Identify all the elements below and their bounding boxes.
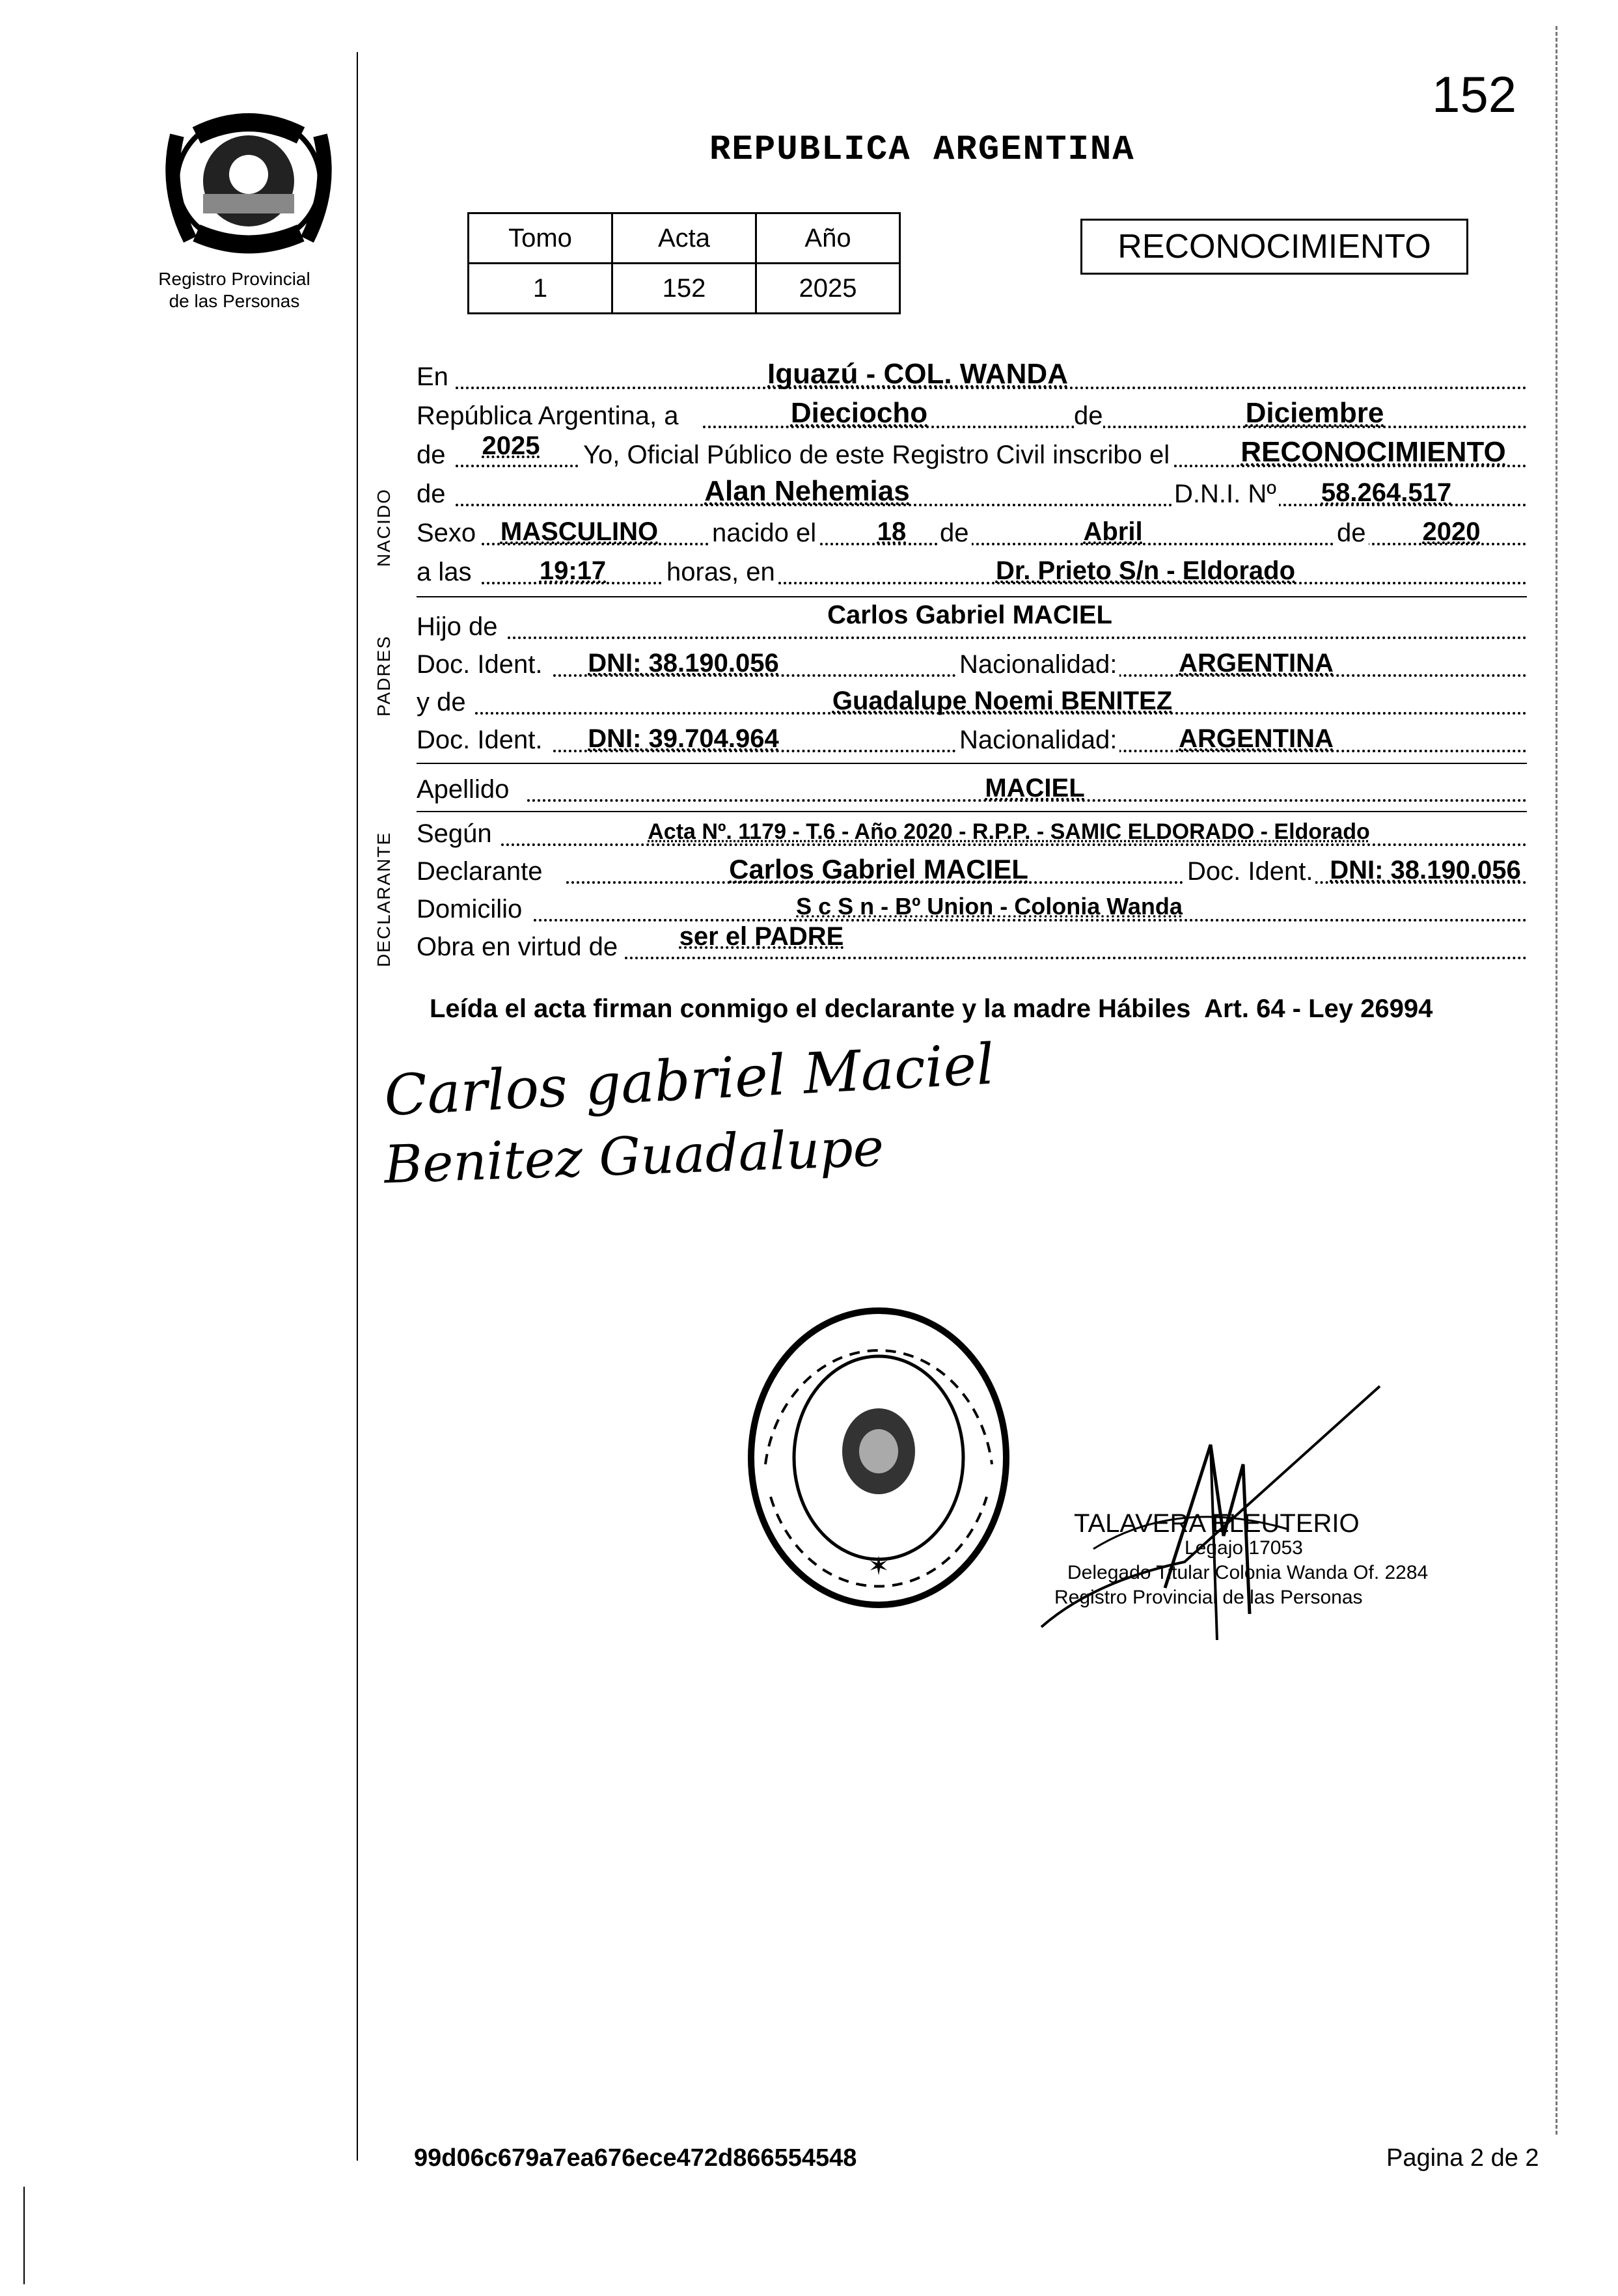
row-segun: [417, 813, 1527, 853]
label-inscribo: Yo, Oficial Público de este Registro Civil inscribo el: [579, 441, 1173, 470]
row-domicilio: [417, 889, 1527, 928]
section-declarante: DECLARANTE: [374, 831, 394, 967]
field-nombre: Alan Nehemias: [704, 475, 910, 507]
field-mes: Diciembre: [1245, 397, 1384, 429]
official-registro: Registro Provincial de las Personas: [1054, 1587, 1363, 1608]
section-divider: [417, 596, 1527, 597]
label-y-de: y de: [417, 688, 466, 717]
field-domicilio: S c S n - Bº Union - Colonia Wanda: [796, 893, 1183, 920]
svg-text:✶: ✶: [868, 1551, 890, 1581]
label-dni: D.N.I. Nº: [1172, 480, 1279, 509]
dots: [625, 957, 1527, 959]
label-nacionalidad-madre: Nacionalidad:: [957, 726, 1119, 755]
field-padre-nac: ARGENTINA: [1179, 649, 1334, 677]
row-padre-doc: [417, 644, 1527, 683]
row-declarante: [417, 851, 1527, 890]
official-legajo: Legajo 17053: [1185, 1537, 1303, 1559]
field-nac-dia: 18: [877, 517, 907, 546]
section-divider: [417, 811, 1527, 812]
official-name: TALAVERA ELEUTERIO: [1074, 1509, 1360, 1538]
row-inscribo: [417, 431, 1527, 474]
signature-madre: Benitez Guadalupe: [383, 1117, 885, 1196]
closing-statement: Leída el acta firman conmigo el declarante y la madre Hábiles Art. 64 - Ley 26994: [430, 994, 1433, 1023]
field-padre-dni: DNI: 38.190.056: [588, 649, 779, 677]
row-hora: [417, 552, 1527, 591]
page-number-top: 152: [1432, 66, 1517, 123]
field-apellido: MACIEL: [985, 774, 1085, 802]
document-title: REPUBLICA ARGENTINA: [709, 130, 1135, 170]
field-nac-anio: 2020: [1422, 517, 1481, 546]
section-nacido: NACIDO: [374, 488, 394, 567]
field-madre: Guadalupe Noemi BENITEZ: [832, 687, 1173, 715]
registry-line1: Registro Provincial: [158, 269, 310, 289]
field-segun: Acta Nº. 1179 - T.6 - Año 2020 - R.P.P. - SAMIC ELDORADO - Eldorado: [648, 819, 1370, 844]
row-en: [417, 357, 1527, 396]
field-dia: Dieciocho: [790, 397, 928, 429]
label-nacionalidad-padre: Nacionalidad:: [957, 650, 1119, 679]
field-lugar: Iguazú - COL. WANDA: [767, 358, 1068, 390]
section-divider: [417, 763, 1527, 764]
label-apellido: Apellido: [417, 775, 510, 804]
field-declarante: Carlos Gabriel MACIEL: [729, 854, 1028, 884]
record-table: [467, 212, 901, 314]
field-sexo: MASCULINO: [500, 517, 659, 546]
document-hash: 99d06c679a7ea676ece472d866554548: [414, 2144, 857, 2172]
field-nac-mes: Abril: [1083, 517, 1143, 546]
label-declarante: Declarante: [417, 857, 543, 886]
bottom-left-line: [23, 2187, 25, 2284]
row-fecha: [417, 396, 1527, 435]
label-domicilio: Domicilio: [417, 895, 523, 923]
dots: [508, 636, 1527, 639]
field-madre-nac: ARGENTINA: [1179, 724, 1334, 753]
row-sexo: [417, 513, 1527, 552]
label-horas-en: horas, en: [664, 558, 778, 587]
label-de-nac-anio: de: [1334, 519, 1369, 548]
table-header-tomo: Tomo: [469, 213, 612, 264]
registry-line2: de las Personas: [169, 291, 300, 311]
province-emblem: [151, 109, 346, 259]
label-de-nac-mes: de: [937, 519, 972, 548]
page-indicator: Pagina 2 de 2: [1386, 2144, 1539, 2172]
label-republica: República Argentina, a: [417, 402, 679, 430]
field-hora: 19:17: [539, 556, 607, 585]
table-header-acta: Acta: [612, 213, 756, 264]
label-nacido-el: nacido el: [709, 519, 819, 548]
field-acto: RECONOCIMIENTO: [1241, 436, 1506, 468]
row-madre: [417, 682, 1527, 721]
label-en: En: [417, 362, 448, 391]
official-cargo: Delegado Titular Colonia Wanda Of. 2284: [1067, 1562, 1429, 1583]
label-segun: Según: [417, 819, 492, 848]
field-dni: 58.264.517: [1321, 478, 1452, 507]
registry-name: [130, 268, 338, 312]
left-margin-line: [357, 52, 358, 2161]
label-obra: Obra en virtud de: [417, 933, 618, 961]
label-doc-ident-declarante: Doc. Ident.: [1185, 857, 1315, 886]
row-padre: [417, 601, 1527, 646]
doc-type-box: RECONOCIMIENTO: [1080, 219, 1468, 275]
registry-seal: [742, 1302, 1015, 1614]
section-padres: PADRES: [374, 635, 394, 717]
field-lugar-nac: Dr. Prieto S/n - Eldorado: [995, 556, 1296, 585]
label-sexo: Sexo: [417, 519, 476, 547]
row-nombre: [417, 474, 1527, 513]
table-header-anio: Año: [756, 213, 900, 264]
field-madre-dni: DNI: 39.704.964: [588, 724, 779, 753]
label-hijo-de: Hijo de: [417, 612, 498, 641]
field-padre: Carlos Gabriel MACIEL: [827, 601, 1112, 629]
field-obra: ser el PADRE: [679, 922, 844, 951]
field-anio: 2025: [482, 431, 540, 460]
table-value-tomo: 1: [469, 264, 612, 314]
row-obra: [417, 922, 1527, 966]
label-de-mes: de: [1074, 402, 1103, 430]
label-de-anio: de: [417, 441, 446, 469]
label-doc-ident-madre: Doc. Ident.: [417, 726, 543, 754]
field-declarante-dni: DNI: 38.190.056: [1330, 856, 1521, 884]
right-dashed-line: [1556, 26, 1557, 2135]
official-stamp: [1054, 1511, 1428, 1610]
row-madre-doc: [417, 720, 1527, 759]
label-de-nombre: de: [417, 480, 446, 508]
label-a-las: a las: [417, 558, 472, 586]
table-value-acta: 152: [612, 264, 756, 314]
table-value-anio: 2025: [756, 264, 900, 314]
row-apellido: [417, 769, 1527, 808]
label-doc-ident-padre: Doc. Ident.: [417, 650, 543, 679]
signature-declarante: Carlos gabriel Maciel: [383, 1032, 996, 1129]
